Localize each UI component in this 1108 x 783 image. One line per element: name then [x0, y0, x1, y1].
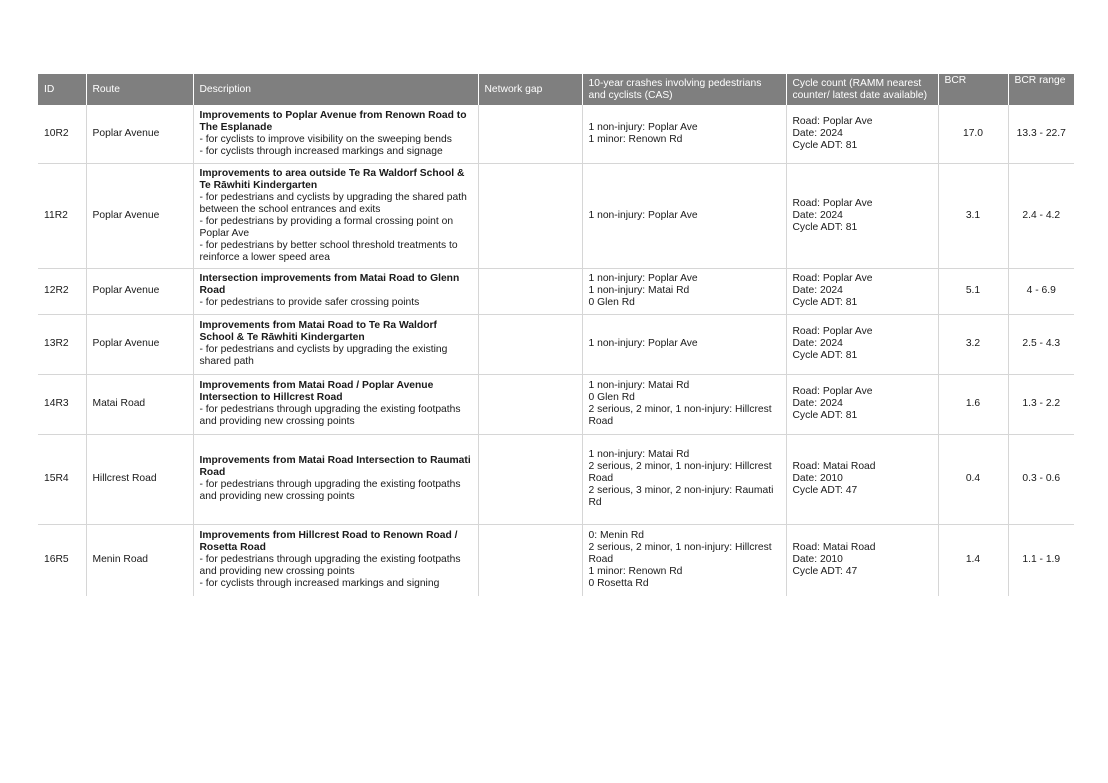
- cell-bcr-range: [1008, 105, 1074, 163]
- cycle-count-line: Road: Matai Road: [792, 461, 876, 472]
- row-bcr: 0.4: [965, 473, 981, 484]
- cell-id: [38, 105, 86, 163]
- row-id: 15R4: [44, 473, 69, 484]
- cell-bcr: [938, 163, 1008, 268]
- cycle-count-line: Date: 2024: [792, 127, 843, 139]
- row-bcr: 3.2: [965, 338, 981, 349]
- cell-description: [193, 268, 478, 314]
- cell-network-gap: [478, 434, 582, 524]
- cell-bcr-range: [1008, 524, 1074, 596]
- table-body: [38, 105, 1074, 596]
- crash-line: 0 Glen Rd: [588, 392, 635, 403]
- cell-crashes: [582, 434, 786, 524]
- cell-route: [86, 314, 193, 374]
- header-cycle-count: Cycle count (RAMM nearest counter/ latest date available): [786, 74, 938, 105]
- crash-line: 2 serious, 2 minor, 1 non-injury: Hillcrest Road: [588, 542, 772, 566]
- row-bcr: 5.1: [965, 285, 981, 296]
- cell-bcr: [938, 268, 1008, 314]
- cell-id: [38, 434, 86, 524]
- cycle-count-line: Cycle ADT: 47: [792, 566, 858, 578]
- table-row: [38, 434, 1074, 524]
- cell-crashes: [582, 163, 786, 268]
- table-row: [38, 314, 1074, 374]
- row-route: Menin Road: [92, 554, 149, 566]
- cell-bcr-range: [1008, 268, 1074, 314]
- cell-route: [86, 105, 193, 163]
- cycle-count-line: Date: 2024: [792, 285, 843, 296]
- header-bcr: BCR: [938, 74, 1008, 105]
- cell-id: [38, 524, 86, 596]
- cycle-count-line: Date: 2024: [792, 398, 843, 409]
- cycle-count-line: Road: Poplar Ave: [792, 115, 873, 127]
- description-line: - for pedestrians by better school threshold treatments to reinforce a lower speed area: [199, 239, 458, 263]
- crash-line: 1 non-injury: Poplar Ave: [588, 121, 698, 133]
- crash-line: 1 non-injury: Matai Rd: [588, 380, 690, 391]
- cell-cycle-count: [786, 314, 938, 374]
- cell-crashes: [582, 374, 786, 434]
- cell-bcr: [938, 105, 1008, 163]
- description-line: - for pedestrians through upgrading the existing footpaths and providing new crossing points: [199, 554, 461, 578]
- cycle-count-line: Cycle ADT: 81: [792, 410, 858, 421]
- cell-description: [193, 163, 478, 268]
- crash-line: 0 Glen Rd: [588, 297, 635, 308]
- cell-id: [38, 314, 86, 374]
- crash-line: 2 serious, 3 minor, 2 non-injury: Raumati Rd: [588, 485, 774, 508]
- cell-crashes: [582, 314, 786, 374]
- header-route: Route: [86, 74, 193, 105]
- row-bcr: 1.6: [965, 398, 981, 409]
- row-route: Poplar Avenue: [92, 127, 160, 139]
- crash-line: 1 non-injury: Matai Rd: [588, 285, 690, 296]
- row-id: 10R2: [44, 127, 69, 139]
- cell-bcr-range: [1008, 314, 1074, 374]
- cell-network-gap: [478, 163, 582, 268]
- row-bcr-range: 1.1 - 1.9: [1022, 554, 1061, 566]
- cell-bcr-range: [1008, 374, 1074, 434]
- table-header-row: [38, 74, 1074, 105]
- cell-bcr-range: [1008, 434, 1074, 524]
- description-title: Improvements from Hillcrest Road to Renown Road / Rosetta Road: [199, 530, 458, 554]
- cell-description: [193, 105, 478, 163]
- cell-network-gap: [478, 374, 582, 434]
- description-line: - for pedestrians by providing a formal crossing point on Poplar Ave: [199, 215, 454, 239]
- description-line: - for pedestrians to provide safer crossing points: [199, 297, 420, 308]
- table-row: [38, 163, 1074, 268]
- header-network-gap: Network gap: [478, 74, 582, 105]
- crash-line: 0 Rosetta Rd: [588, 578, 649, 590]
- cycle-count-line: Road: Matai Road: [792, 542, 876, 554]
- description-title: Improvements to area outside Te Ra Waldorf School & Te Rāwhiti Kindergarten: [199, 167, 465, 191]
- cell-route: [86, 163, 193, 268]
- description-title: Improvements from Matai Road / Poplar Avenue Intersection to Hillcrest Road: [199, 380, 434, 403]
- description-line: - for cyclists through increased markings and signage: [199, 145, 443, 157]
- row-bcr-range: 1.3 - 2.2: [1022, 398, 1061, 409]
- header-bcr-range: BCR range: [1008, 74, 1074, 105]
- row-route: Poplar Avenue: [92, 209, 160, 221]
- row-route: Hillcrest Road: [92, 473, 157, 484]
- cell-route: [86, 434, 193, 524]
- cell-bcr: [938, 374, 1008, 434]
- table-row: [38, 105, 1074, 163]
- cell-route: [86, 374, 193, 434]
- row-id: 12R2: [44, 285, 69, 296]
- cell-network-gap: [478, 314, 582, 374]
- cycle-count-line: Date: 2010: [792, 473, 843, 484]
- cycle-count-line: Road: Poplar Ave: [792, 273, 873, 284]
- cycle-count-line: Cycle ADT: 81: [792, 139, 858, 151]
- cell-route: [86, 524, 193, 596]
- cycle-count-line: Date: 2010: [792, 554, 843, 566]
- description-line: - for pedestrians and cyclists by upgrading the shared path between the school entrances and exits: [199, 191, 467, 215]
- crash-line: 1 minor: Renown Rd: [588, 133, 683, 145]
- cell-network-gap: [478, 268, 582, 314]
- cell-id: [38, 163, 86, 268]
- description-title: Improvements from Matai Road to Te Ra Waldorf School & Te Rāwhiti Kindergarten: [199, 320, 437, 343]
- row-route: Poplar Avenue: [92, 338, 160, 349]
- cell-bcr-range: [1008, 163, 1074, 268]
- cell-cycle-count: [786, 524, 938, 596]
- description-line: - for pedestrians through upgrading the existing footpaths and providing new crossing points: [199, 479, 461, 502]
- cell-cycle-count: [786, 105, 938, 163]
- row-bcr-range: 2.4 - 4.2: [1022, 209, 1061, 221]
- cell-crashes: [582, 105, 786, 163]
- row-bcr-range: 0.3 - 0.6: [1022, 473, 1061, 484]
- description-line: - for cyclists to improve visibility on the sweeping bends: [199, 133, 452, 145]
- cell-cycle-count: [786, 374, 938, 434]
- cell-bcr: [938, 434, 1008, 524]
- crash-line: 1 non-injury: Poplar Ave: [588, 209, 698, 221]
- header-crashes: 10-year crashes involving pedestrians and cyclists (CAS): [582, 74, 786, 105]
- cell-id: [38, 374, 86, 434]
- row-id: 13R2: [44, 338, 69, 349]
- cell-id: [38, 268, 86, 314]
- cycle-count-line: Road: Poplar Ave: [792, 386, 873, 397]
- table-row: [38, 524, 1074, 596]
- cell-description: [193, 374, 478, 434]
- cell-cycle-count: [786, 163, 938, 268]
- row-id: 11R2: [44, 209, 68, 221]
- crash-line: 2 serious, 2 minor, 1 non-injury: Hillcrest Road: [588, 461, 772, 484]
- cell-route: [86, 268, 193, 314]
- row-bcr-range: 4 - 6.9: [1026, 285, 1056, 296]
- description-title: Improvements from Matai Road Intersection to Raumati Road: [199, 455, 471, 478]
- crash-line: 1 minor: Renown Rd: [588, 566, 683, 578]
- cycle-count-line: Road: Poplar Ave: [792, 326, 873, 337]
- table-row: [38, 374, 1074, 434]
- description-line: - for cyclists through increased markings and signing: [199, 578, 440, 590]
- cell-crashes: [582, 268, 786, 314]
- row-bcr: 17.0: [962, 127, 984, 139]
- row-id: 16R5: [44, 554, 69, 566]
- description-title: Improvements to Poplar Avenue from Renown Road to The Esplanade: [199, 109, 467, 133]
- description-line: - for pedestrians through upgrading the existing footpaths and providing new crossing points: [199, 404, 461, 427]
- projects-table: [38, 74, 1074, 596]
- projects-table-container: [38, 74, 1074, 596]
- cycle-count-line: Date: 2024: [792, 338, 843, 349]
- row-bcr-range: 2.5 - 4.3: [1022, 338, 1061, 349]
- row-bcr-range: 13.3 - 22.7: [1016, 127, 1066, 139]
- cell-bcr: [938, 314, 1008, 374]
- crash-line: 1 non-injury: Poplar Ave: [588, 338, 698, 349]
- table-row: [38, 268, 1074, 314]
- row-bcr: 1.4: [965, 554, 981, 566]
- cycle-count-line: Cycle ADT: 81: [792, 297, 858, 308]
- crash-line: 1 non-injury: Matai Rd: [588, 449, 690, 460]
- crash-line: 1 non-injury: Poplar Ave: [588, 273, 698, 284]
- cell-cycle-count: [786, 434, 938, 524]
- row-id: 14R3: [44, 398, 69, 409]
- cell-description: [193, 524, 478, 596]
- row-route: Matai Road: [92, 398, 146, 409]
- cell-network-gap: [478, 524, 582, 596]
- crash-line: 0: Menin Rd: [588, 530, 645, 542]
- header-id: ID: [38, 74, 86, 105]
- description-line: - for pedestrians and cyclists by upgrading the existing shared path: [199, 344, 448, 367]
- cell-cycle-count: [786, 268, 938, 314]
- cycle-count-line: Cycle ADT: 47: [792, 485, 858, 496]
- description-title: Intersection improvements from Matai Road to Glenn Road: [199, 273, 460, 296]
- cycle-count-line: Road: Poplar Ave: [792, 197, 873, 209]
- cell-description: [193, 434, 478, 524]
- cell-description: [193, 314, 478, 374]
- cycle-count-line: Cycle ADT: 81: [792, 350, 858, 361]
- cell-bcr: [938, 524, 1008, 596]
- cell-crashes: [582, 524, 786, 596]
- header-description: Description: [193, 74, 478, 105]
- cycle-count-line: Date: 2024: [792, 209, 843, 221]
- row-bcr: 3.1: [965, 209, 981, 221]
- cycle-count-line: Cycle ADT: 81: [792, 221, 858, 233]
- row-route: Poplar Avenue: [92, 285, 160, 296]
- cell-network-gap: [478, 105, 582, 163]
- crash-line: 2 serious, 2 minor, 1 non-injury: Hillcrest Road: [588, 404, 772, 427]
